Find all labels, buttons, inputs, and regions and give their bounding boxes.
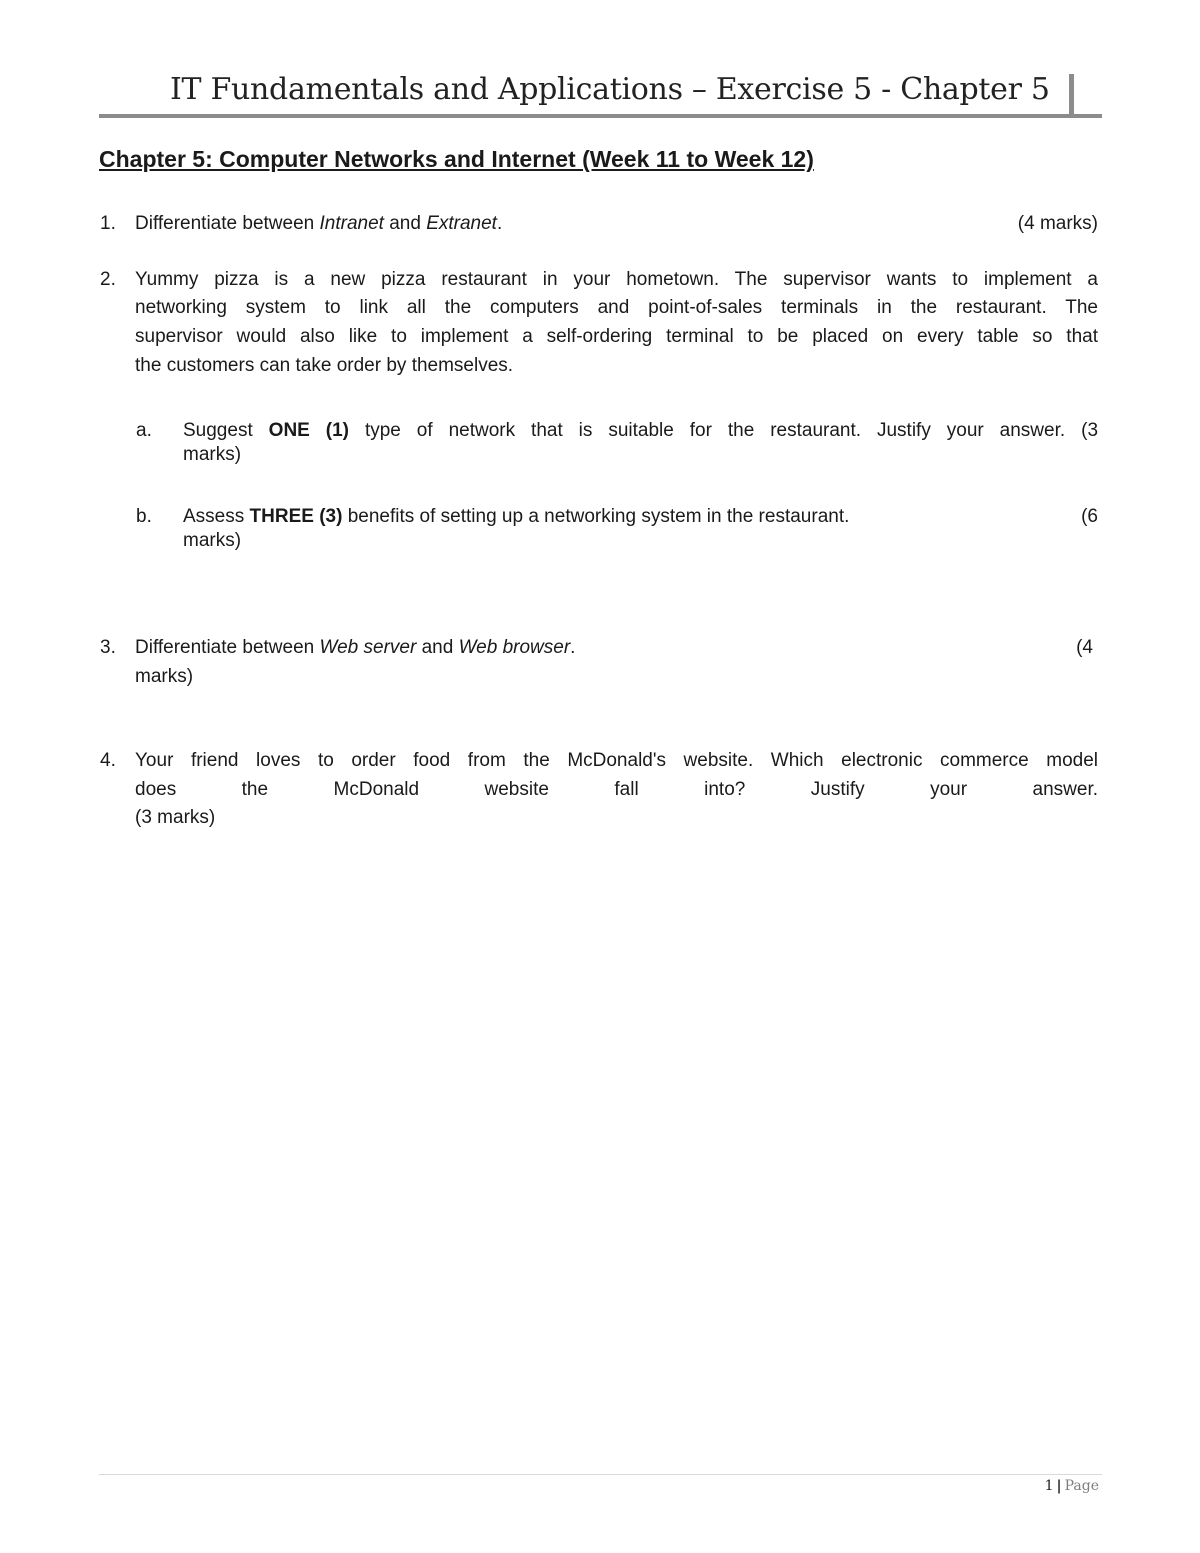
question-text: Differentiate between Intranet and Extranet. — [135, 213, 503, 234]
question-marks-open: (4 — [1076, 637, 1093, 658]
header-accent-bar — [1069, 74, 1074, 116]
header-rule — [99, 114, 1102, 118]
question-text-line: the customers can take order by themselves. — [135, 355, 514, 376]
question-text-line: supervisor would also like to implement a self-ordering terminal to be placed on every table so that — [135, 326, 1098, 347]
question-marks: (3 marks) — [135, 807, 216, 828]
question-text: Differentiate between Web server and Web browser. — [135, 637, 576, 658]
sub-question-text: Assess THREE (3) benefits of setting up a networking system in the restaurant. — [183, 506, 850, 527]
sub-question-marks-open: (6 — [1081, 506, 1098, 527]
question-number: 3. — [100, 637, 116, 658]
page-footer — [1045, 1478, 1099, 1494]
document-header-title: IT Fundamentals and Applications – Exercise 5 - Chapter 5 — [170, 72, 1050, 107]
footer-rule — [99, 1474, 1102, 1475]
question-text-line: Yummy pizza is a new pizza restaurant in your hometown. The supervisor wants to implement a — [135, 269, 1098, 290]
page-label: Page — [1064, 1478, 1099, 1494]
question-marks: marks) — [135, 666, 194, 687]
sub-question-text: Suggest ONE (1) type of network that is suitable for the restaurant. Justify your answer. (3 — [183, 420, 1099, 441]
question-number: 4. — [100, 750, 116, 771]
chapter-heading: Chapter 5: Computer Networks and Internet (Week 11 to Week 12) — [99, 146, 814, 172]
question-number: 1. — [100, 213, 116, 234]
page-number: 1 — [1044, 1478, 1054, 1494]
question-text-line: networking system to link all the computers and point-of-sales terminals in the restaurant. The — [135, 297, 1098, 318]
question-text-line: Your friend loves to order food from the McDonald's website. Which electronic commerce model — [135, 750, 1098, 771]
sub-question-marks: marks) — [183, 530, 242, 551]
footer-separator: | — [1056, 1478, 1062, 1494]
question-number: 2. — [100, 269, 116, 290]
sub-question-letter: b. — [136, 506, 152, 527]
question-marks: (4 marks) — [1017, 213, 1098, 234]
question-text-line: does the McDonald website fall into? Justify your answer. — [135, 779, 1098, 800]
sub-question-marks: marks) — [183, 444, 242, 465]
sub-question-letter: a. — [136, 420, 152, 441]
